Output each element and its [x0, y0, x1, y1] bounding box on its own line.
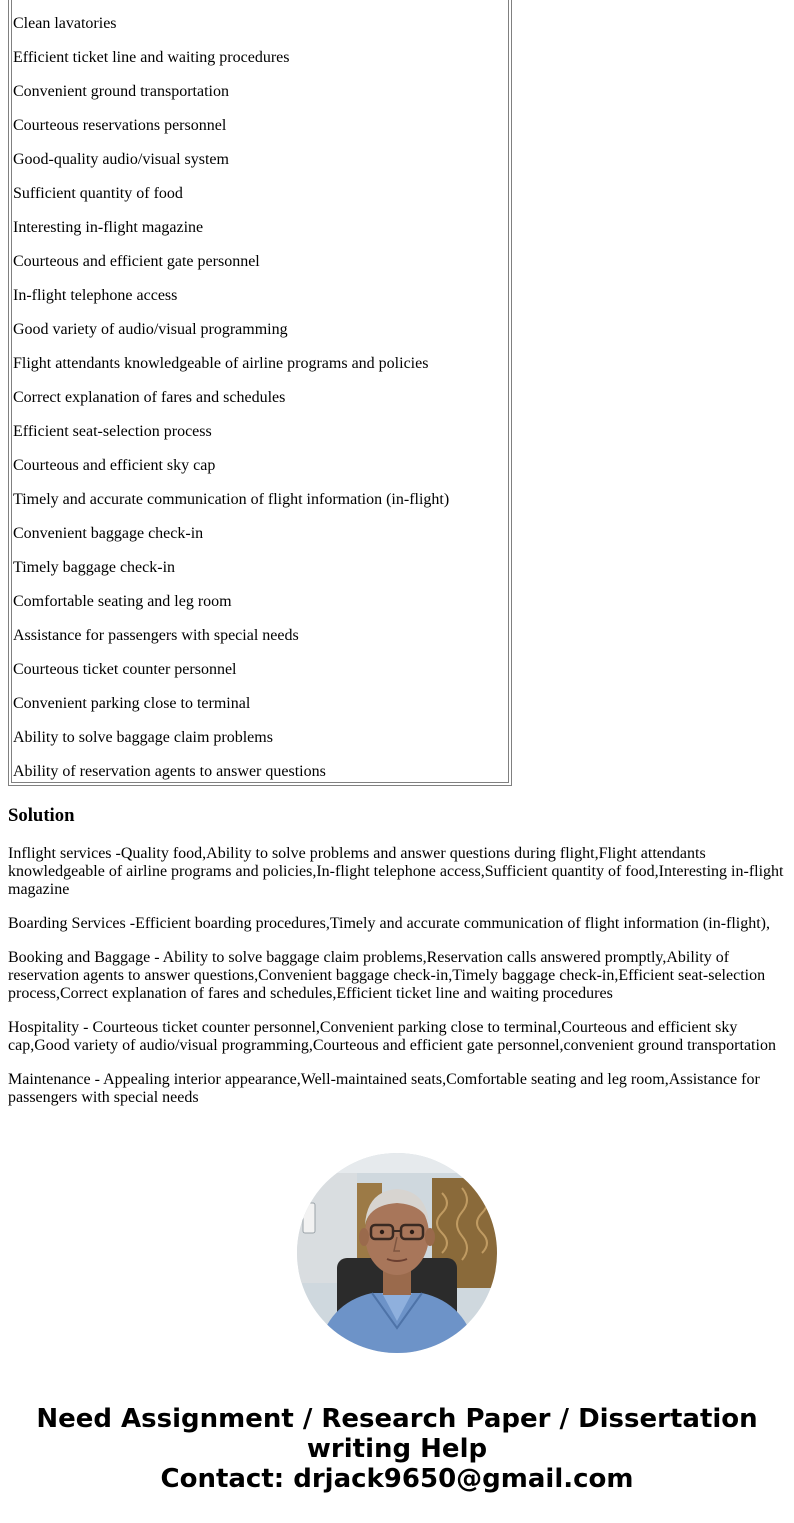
list-item: Interesting in-flight magazine — [13, 219, 204, 236]
list-item: Convenient parking close to terminal — [13, 695, 251, 712]
list-item: Timely baggage check-in — [13, 559, 176, 576]
avatar-portrait-image — [297, 1153, 497, 1353]
solution-paragraph-maintenance: Maintenance - Appealing interior appearance,Well-maintained seats,Comfortable seating and leg room,Assistance for passengers with special needs — [8, 1071, 760, 1106]
list-item: Ability to solve baggage claim problems — [13, 729, 273, 746]
list-item: Courteous ticket counter personnel — [13, 661, 237, 678]
list-item: Courteous reservations personnel — [13, 117, 227, 134]
list-item: In-flight telephone access — [13, 287, 178, 304]
contact-banner — [0, 1404, 794, 1494]
list-item: Clean lavatories — [13, 15, 117, 32]
list-item: Good variety of audio/visual programming — [13, 321, 288, 338]
list-item: Convenient ground transportation — [13, 83, 229, 100]
services-table — [8, 0, 512, 786]
list-item: Comfortable seating and leg room — [13, 593, 232, 610]
solution-paragraph-boarding: Boarding Services -Efficient boarding procedures,Timely and accurate communication of flight information (in-flight), — [8, 915, 771, 932]
services-table-cell — [11, 0, 509, 783]
list-item: Efficient seat-selection process — [13, 423, 212, 440]
list-item: Courteous and efficient gate personnel — [13, 253, 260, 270]
list-item: Good-quality audio/visual system — [13, 151, 229, 168]
list-item: Courteous and efficient sky cap — [13, 457, 216, 474]
avatar — [297, 1153, 497, 1353]
list-item: Efficient ticket line and waiting procedures — [13, 49, 290, 66]
list-item: Assistance for passengers with special needs — [13, 627, 299, 644]
list-item: Flight attendants knowledgeable of airline programs and policies — [13, 355, 429, 372]
solution-paragraph-inflight: Inflight services -Quality food,Ability to solve problems and answer questions during flight,Flight attendants knowledgeable of airline programs and policies,In-flight telephone access,Sufficient quantity of food,Interesting in-flight magazine — [8, 845, 784, 898]
solution-paragraph-hospitality: Hospitality - Courteous ticket counter personnel,Convenient parking close to terminal,Courteous and efficient sky cap,Good variety of audio/visual programming,Courteous and efficient gate personnel,convenient ground transportation — [8, 1019, 776, 1054]
contact-line-2: writing Help — [306, 1434, 488, 1464]
solution-paragraph-booking: Booking and Baggage - Ability to solve baggage claim problems,Reservation calls answered promptly,Ability of reservation agents to answer questions,Convenient baggage check-in,Timely baggage check-in,Efficient seat-selection process,Correct explanation of fares and schedules,Efficient ticket line and waiting procedures — [8, 949, 766, 1002]
list-item: Correct explanation of fares and schedules — [13, 389, 286, 406]
list-item: Ability of reservation agents to answer questions — [13, 763, 326, 780]
solution-heading: Solution — [8, 805, 75, 826]
list-item: Sufficient quantity of food — [13, 185, 183, 202]
list-item: Convenient baggage check-in — [13, 525, 204, 542]
contact-line-3: Contact: drjack9650@gmail.com — [160, 1464, 634, 1494]
list-item: Timely and accurate communication of flight information (in-flight) — [13, 491, 450, 508]
contact-line-1: Need Assignment / Research Paper / Dissertation — [36, 1404, 758, 1434]
